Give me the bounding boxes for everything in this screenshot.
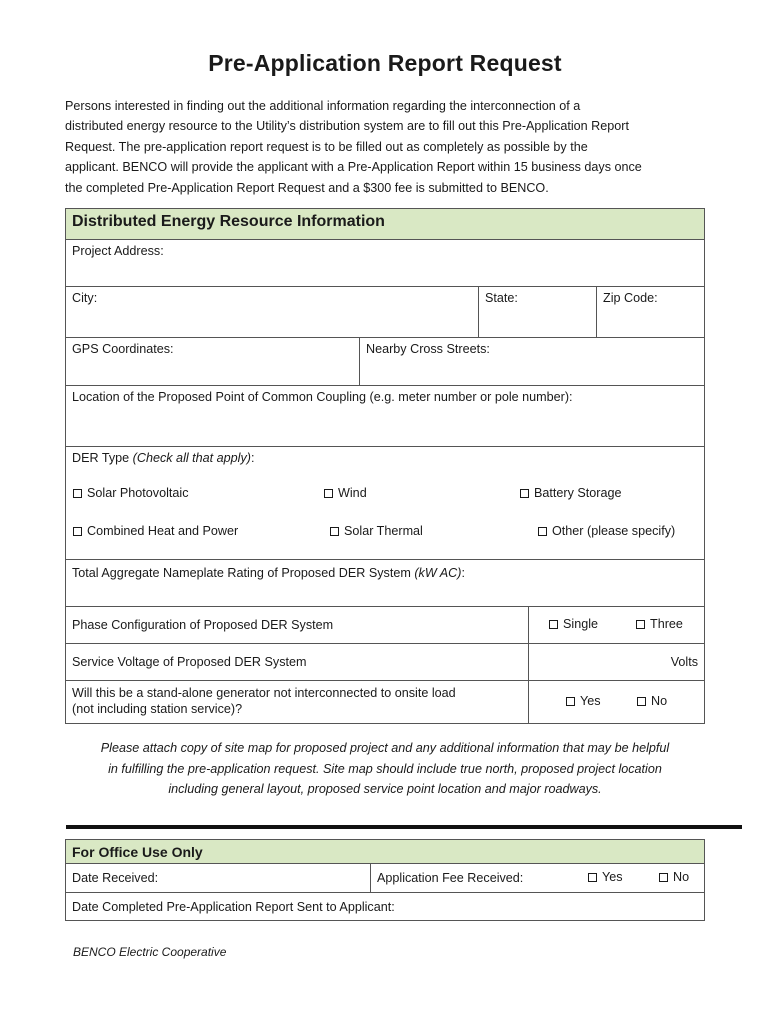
service-voltage-field[interactable] [528, 643, 705, 681]
phase-three-label: Three [650, 617, 683, 631]
zip-code-field[interactable] [596, 286, 705, 338]
phase-config-label: Phase Configuration of Proposed DER System [72, 618, 334, 632]
checkbox-icon [636, 620, 645, 629]
fee-no-checkbox[interactable] [659, 870, 689, 884]
standalone-yes-label: Yes [580, 694, 601, 708]
checkbox-icon [566, 697, 575, 706]
note-line: Please attach copy of site map for proposed project and any additional information that may be helpful [100, 741, 670, 755]
date-sent-field[interactable] [65, 892, 705, 921]
date-received-field[interactable] [65, 863, 371, 893]
other-checkbox[interactable] [538, 524, 675, 538]
intro-line: Persons interested in finding out the additional information regarding the interconnection of a [65, 99, 581, 113]
site-map-note [65, 738, 705, 800]
office-use-header: For Office Use Only [65, 839, 705, 864]
phase-single-checkbox[interactable] [549, 617, 598, 631]
intro-line: the completed Pre-Application Report Request and a $300 fee is submitted to BENCO. [65, 180, 549, 195]
state-label: State: [485, 291, 518, 305]
battery-storage-label: Battery Storage [534, 486, 622, 500]
project-address-field[interactable] [65, 239, 705, 287]
page-title: Pre-Application Report Request [208, 50, 562, 76]
wind-label: Wind [338, 486, 367, 500]
city-field[interactable] [65, 286, 479, 338]
intro-line: distributed energy resource to the Utility’s distribution system are to fill out this Pre-Application Report [65, 119, 629, 134]
standalone-no-checkbox[interactable] [637, 694, 667, 708]
section-divider [66, 825, 742, 829]
fee-received-cell [370, 863, 705, 893]
gps-coordinates-field[interactable] [65, 337, 360, 386]
date-sent-label: Date Completed Pre-Application Report Sent to Applicant: [72, 900, 395, 914]
checkbox-icon [549, 620, 558, 629]
checkbox-icon [538, 527, 547, 536]
project-address-label: Project Address: [72, 244, 164, 258]
nameplate-rating-colon: : [461, 566, 465, 580]
der-type-cell [65, 446, 705, 560]
standalone-no-label: No [651, 694, 668, 708]
checkbox-icon [324, 489, 333, 498]
gps-coordinates-label: GPS Coordinates: [72, 342, 174, 356]
phase-config-cell [65, 606, 529, 644]
solar-pv-checkbox[interactable] [73, 486, 189, 500]
checkbox-icon [73, 527, 82, 536]
checkbox-icon [520, 489, 529, 498]
phase-three-checkbox[interactable] [636, 617, 683, 631]
checkbox-icon [588, 873, 597, 882]
der-type-colon: : [250, 451, 255, 465]
note-line: including general layout, proposed service point location and major roadways. [168, 782, 602, 796]
checkbox-icon [659, 873, 668, 882]
footer-organization: BENCO Electric Cooperative [73, 945, 227, 959]
chp-checkbox[interactable] [73, 524, 238, 538]
phase-single-label: Single [563, 617, 599, 631]
state-field[interactable] [478, 286, 597, 338]
battery-storage-checkbox[interactable] [520, 486, 622, 500]
nameplate-rating-label: Total Aggregate Nameplate Rating of Proposed DER System [72, 566, 411, 580]
solar-thermal-checkbox[interactable] [330, 524, 423, 538]
fee-no-label: No [673, 870, 690, 884]
pcc-location-label: Location of the Proposed Point of Common Coupling (e.g. meter number or pole number): [72, 390, 573, 404]
standalone-question-cell [65, 680, 529, 724]
date-received-label: Date Received: [72, 871, 159, 885]
der-section-header: Distributed Energy Resource Information [65, 208, 705, 240]
solar-pv-label: Solar Photovoltaic [87, 486, 189, 500]
nameplate-rating-unit: (kW AC) [414, 566, 462, 580]
city-label: City: [72, 291, 98, 305]
intro-line: applicant. BENCO will provide the applicant with a Pre-Application Report within 15 business days once [65, 160, 642, 175]
service-voltage-label: Service Voltage of Proposed DER System [72, 655, 307, 669]
service-voltage-cell [65, 643, 529, 681]
pcc-location-field[interactable] [65, 385, 705, 447]
zip-code-label: Zip Code: [603, 291, 658, 305]
solar-thermal-label: Solar Thermal [344, 524, 423, 538]
intro-paragraph [65, 96, 715, 198]
note-line: in fulfilling the pre-application request. Site map should include true north, proposed project location [108, 761, 662, 776]
intro-line: Request. The pre-application report request is to be filled out as completely as possible by the [65, 139, 588, 154]
checkbox-icon [637, 697, 646, 706]
standalone-yes-checkbox[interactable] [566, 694, 601, 708]
cross-streets-label: Nearby Cross Streets: [366, 342, 490, 356]
standalone-question-line: Will this be a stand-alone generator not interconnected to onsite load [72, 686, 456, 700]
fee-yes-checkbox[interactable] [588, 870, 623, 884]
checkbox-icon [73, 489, 82, 498]
wind-checkbox[interactable] [324, 486, 367, 500]
nameplate-rating-field[interactable] [65, 559, 705, 607]
cross-streets-field[interactable] [359, 337, 705, 386]
volts-unit: Volts [670, 655, 698, 669]
standalone-options-cell [528, 680, 705, 724]
other-label: Other (please specify) [552, 524, 676, 538]
der-type-hint: (Check all that apply) [132, 451, 251, 465]
der-type-label: DER Type [72, 451, 130, 465]
checkbox-icon [330, 527, 339, 536]
chp-label: Combined Heat and Power [87, 524, 239, 538]
fee-yes-label: Yes [602, 870, 623, 884]
fee-received-label: Application Fee Received: [377, 871, 524, 885]
standalone-question-line: (not including station service)? [72, 702, 243, 716]
